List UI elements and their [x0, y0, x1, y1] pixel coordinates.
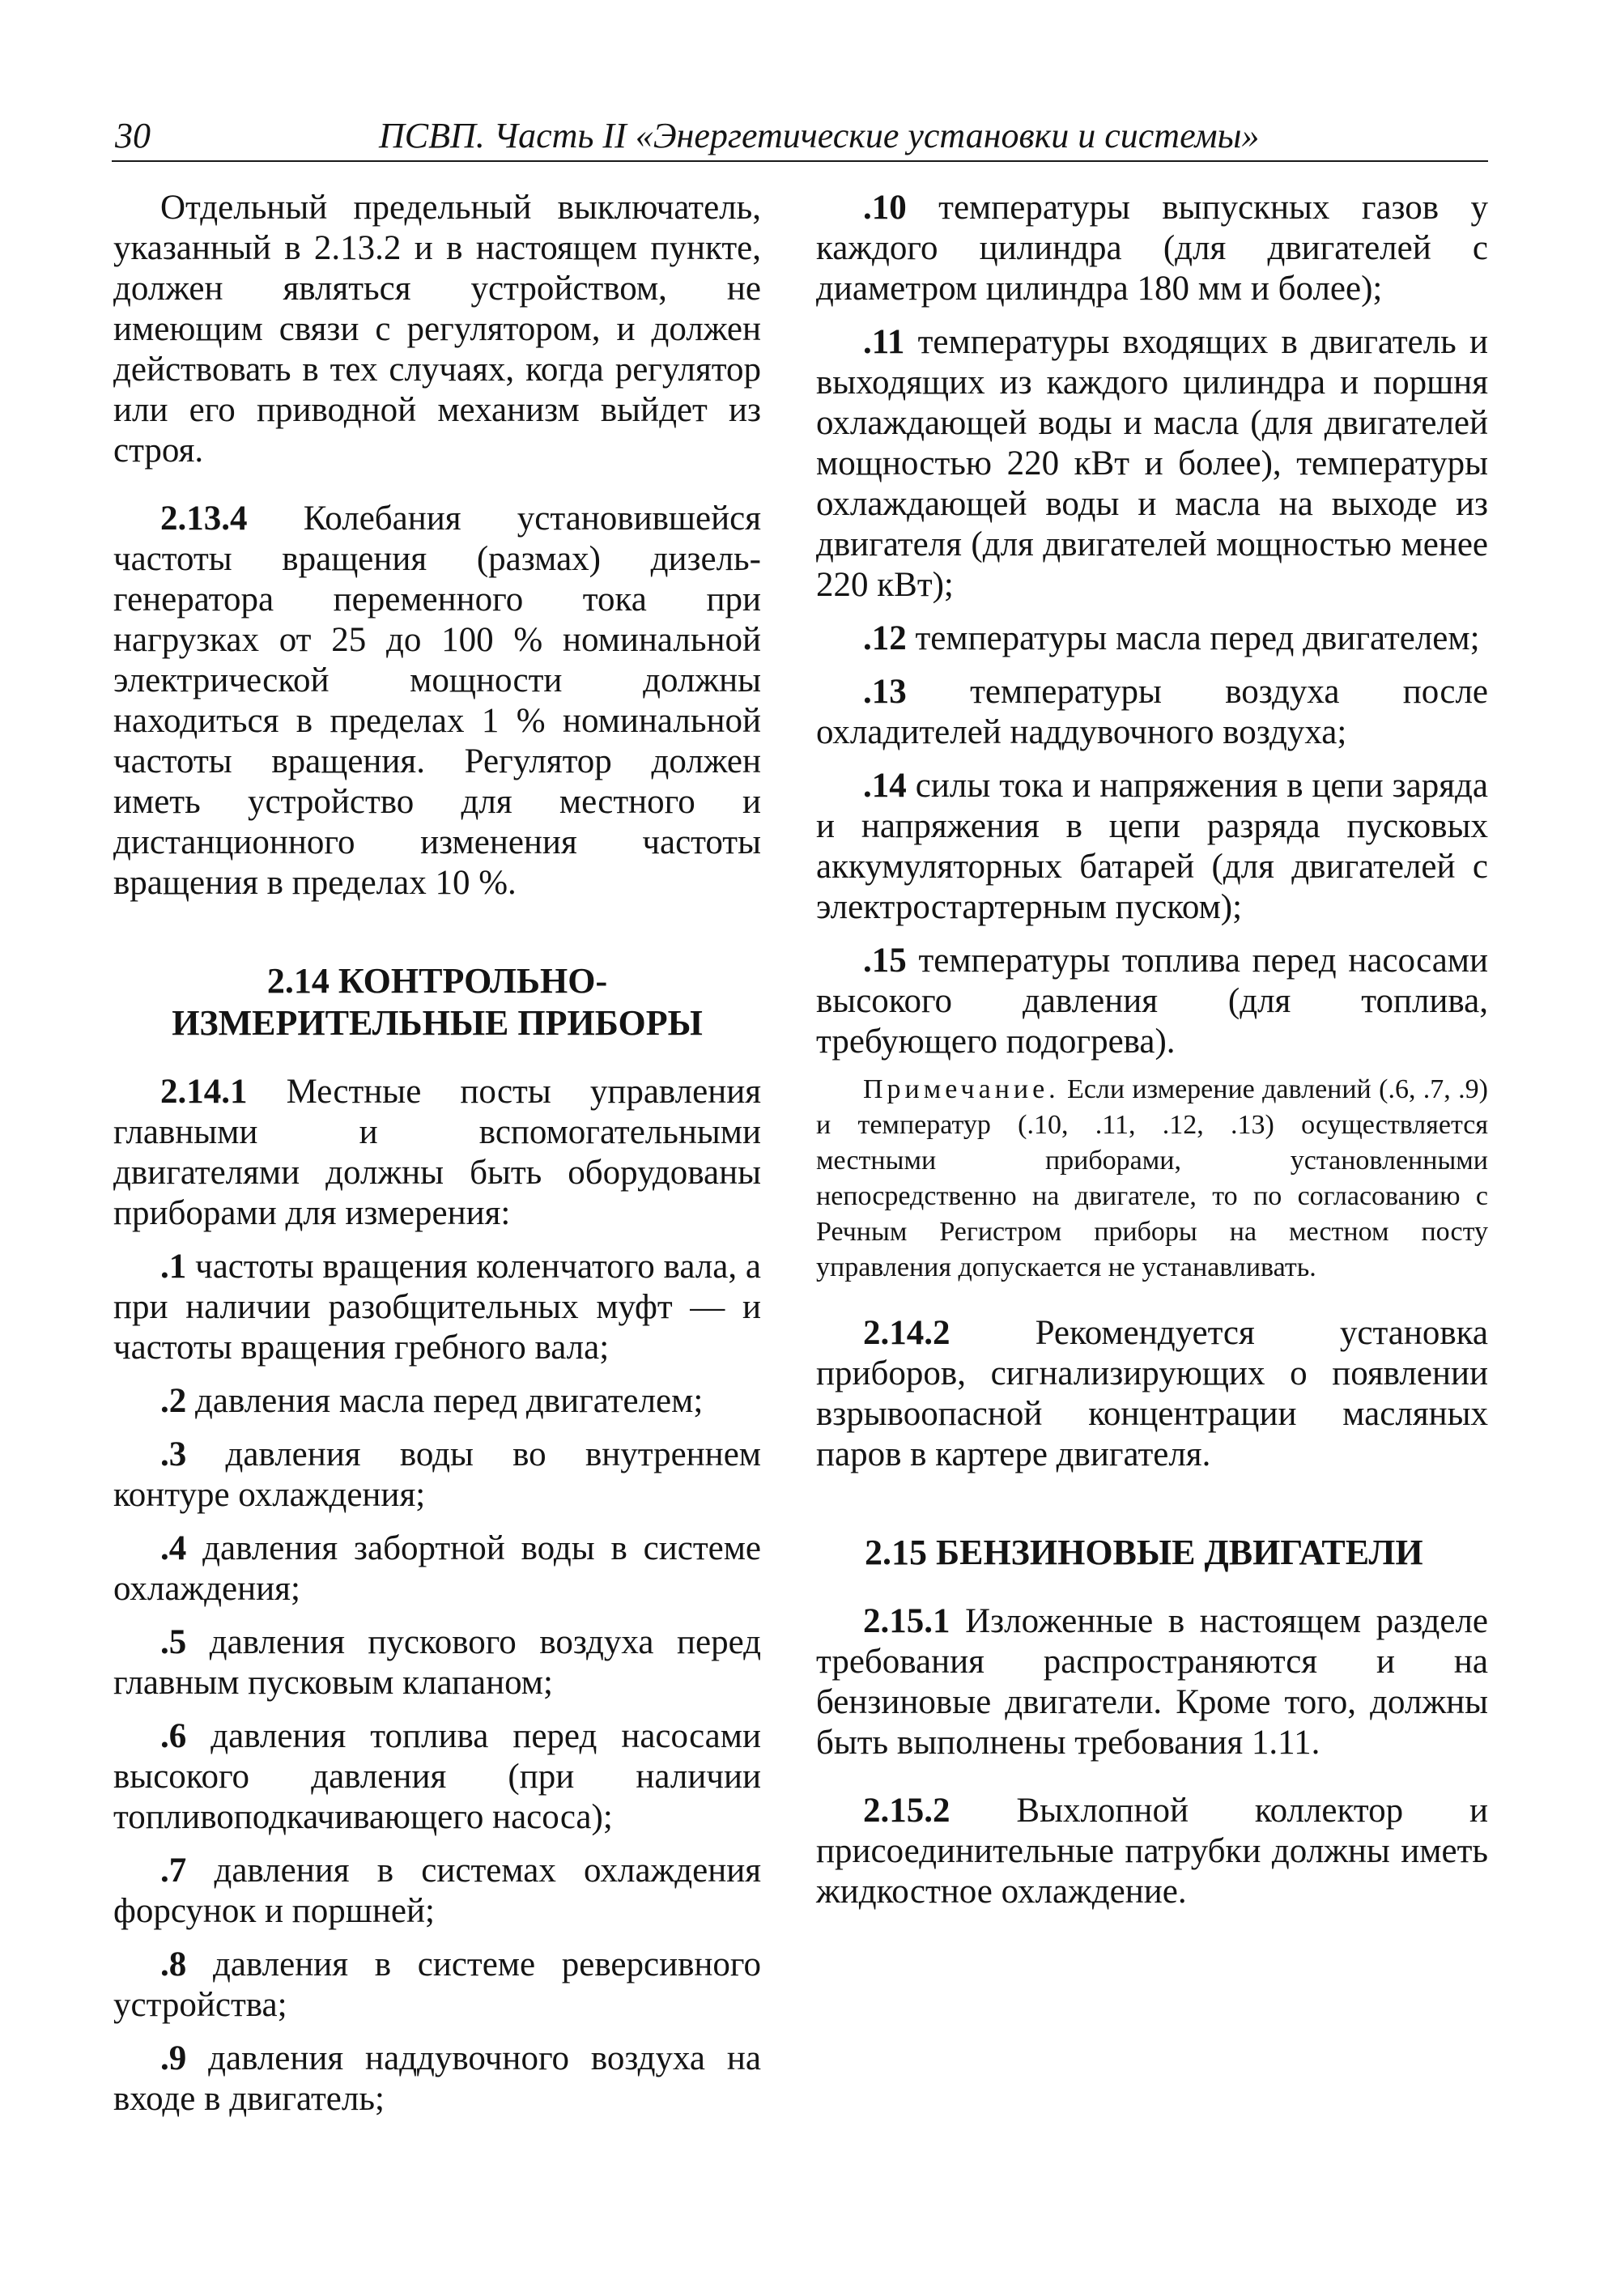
- running-title: ПСВП. Часть II «Энергетические установки и системы»: [379, 116, 1260, 155]
- section-heading-2-14: 2.14 КОНТРОЛЬНО-ИЗМЕРИТЕЛЬНЫЕ ПРИБОРЫ: [172, 961, 703, 1043]
- page-number: 30: [115, 116, 151, 155]
- clause-number: 2.15.2: [863, 1792, 950, 1830]
- list-item: .12 температуры масла перед двигателем;: [863, 619, 1480, 657]
- paragraph-2-14-1: 2.14.1 Местные посты управления главными и вспомогательными двигателями должны быть оборудованы приборами для измерения:: [113, 1073, 761, 1232]
- page-header: [112, 113, 1488, 162]
- list-item: .2 давления масла перед двигателем;: [160, 1382, 704, 1420]
- paragraph-2-14-2: 2.14.2 Рекомендуется установка приборов, сигнализирующих о появлении взрывоопасной концентрации масляных паров в картере двигателя.: [816, 1314, 1488, 1473]
- list-item: .5 давления пускового воздуха перед главным пусковым клапаном;: [113, 1623, 761, 1702]
- list-item: .14 силы тока и напряжения в цепи заряда и напряжения в цепи разряда пусковых аккумуляторных батарей (для двигателей с электростартерным пуском);: [816, 767, 1488, 926]
- list-item: .7 давления в системах охлаждения форсунок и поршней;: [113, 1852, 761, 1930]
- list-item: .1 частоты вращения коленчатого вала, а при наличии разобщительных муфт — и частоты вращения гребного вала;: [113, 1248, 761, 1367]
- paragraph-2-15-2: 2.15.2 Выхлопной коллектор и присоединительные патрубки должны иметь жидкостное охлаждение.: [816, 1792, 1488, 1911]
- paragraph-2-15-1: 2.15.1 Изложенные в настоящем разделе требования распространяются и на бензиновые двигатели. Кроме того, должны быть выполнены требования 1.11.: [816, 1602, 1488, 1762]
- list-item: .9 давления наддувочного воздуха на входе в двигатель;: [113, 2039, 761, 2118]
- note-label: Примечание.: [863, 1074, 1060, 1104]
- list-item: .13 температуры воздуха после охладителей наддувочного воздуха;: [816, 673, 1488, 751]
- clause-number: 2.13.4: [160, 500, 248, 538]
- left-column: [113, 188, 761, 2120]
- list-item: .8 давления в системе реверсивного устройства;: [113, 1945, 761, 2024]
- section-heading-2-15: 2.15 БЕНЗИНОВЫЕ ДВИГАТЕЛИ: [865, 1533, 1423, 1572]
- list-item: .4 давления забортной воды в системе охлаждения;: [113, 1529, 761, 1608]
- clause-number: 2.15.1: [863, 1602, 950, 1640]
- paragraph-limit-switch: Отдельный предельный выключатель, указанный в 2.13.2 и в настоящем пункте, должен являться устройством, не имеющим связи с регулятором, и должен действовать в тех случаях, когда регулятор или его приводной механизм выйдет из строя.: [113, 189, 761, 470]
- paragraph-2-13-4: 2.13.4 Колебания установившейся частоты вращения (размах) дизель-генератора переменного тока при нагрузках от 25 до 100 % номинальной электрической мощности должны находиться в пределах 1 % номинальной частоты вращения. Регулятор должен иметь устройство для местного и дистанционного изменения частоты вращения в пределах 10 %.: [113, 500, 761, 902]
- clause-number: 2.14.1: [160, 1073, 248, 1111]
- list-item: .11 температуры входящих в двигатель и выходящих из каждого цилиндра и поршня охлаждающей воды и масла (для двигателей мощностью 220 кВт и более), температуры охлаждающей воды и масла на выходе из двигателя (для двигателей мощностью менее 220 кВт);: [816, 323, 1488, 604]
- list-item: .15 температуры топлива перед насосами высокого давления (для топлива, требующего подогрева).: [816, 942, 1488, 1061]
- list-item: .10 температуры выпускных газов у каждого цилиндра (для двигателей с диаметром цилиндра 180 мм и более);: [816, 189, 1488, 308]
- clause-number: 2.14.2: [863, 1314, 950, 1352]
- list-item: .3 давления воды во внутреннем контуре охлаждения;: [113, 1435, 761, 1514]
- list-item: .6 давления топлива перед насосами высокого давления (при наличии топливоподкачивающего насоса);: [113, 1717, 761, 1836]
- note: Примечание. Если измерение давлений (.6, .7, .9) и температур (.10, .11, .12, .13) осуществляется местными приборами, установленными непосредственно на двигателе, то по согласованию с Речным Регистром приборы на местном посту управления допускается не устанавливать.: [816, 1074, 1488, 1282]
- right-column: [816, 188, 1488, 1912]
